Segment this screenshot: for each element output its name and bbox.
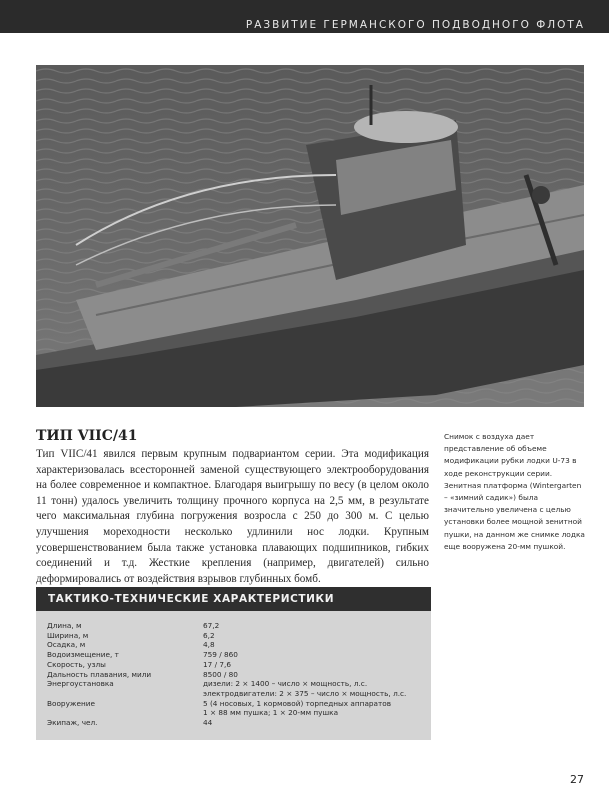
spec-row (47, 699, 406, 718)
spec-value (203, 670, 406, 680)
spec-name: Ширина, м (47, 630, 89, 640)
spec-value-line: 5 (4 носовых, 1 кормовой) торпедных аппаратов (203, 698, 392, 708)
spec-value-line: 4,8 (203, 640, 215, 650)
spec-value (203, 650, 406, 660)
spec-row (47, 660, 406, 670)
spec-value-line: дизели: 2 × 1400 – число × мощность, л.с. (203, 679, 368, 689)
spec-row (47, 670, 406, 680)
spec-value-line: электродвигатели: 2 × 375 – число × мощность, л.с. (203, 688, 407, 698)
spec-name: Энергоустановка (47, 679, 114, 689)
running-title: РАЗВИТИЕ ГЕРМАНСКОГО ПОДВОДНОГО ФЛОТА (245, 19, 585, 31)
section-title: ТИП VIIC/41 (36, 428, 138, 444)
spec-value (203, 699, 406, 718)
spec-value (203, 679, 406, 698)
spec-name: Дальность плавания, мили (47, 669, 152, 679)
spec-value-line: 6,2 (203, 630, 215, 640)
spec-value (203, 631, 406, 641)
spec-value (203, 640, 406, 650)
spec-row (47, 631, 406, 641)
spec-name: Осадка, м (47, 640, 86, 650)
submarine-illustration (36, 65, 584, 407)
spec-value (203, 660, 406, 670)
specs-table (47, 621, 406, 728)
specs-panel (36, 587, 431, 740)
spec-value-line: 1 × 88 мм пушка; 1 × 20-мм пушка (203, 708, 339, 718)
spec-row (47, 621, 406, 631)
spec-row (47, 650, 406, 660)
spec-name: Вооружение (47, 698, 95, 708)
spec-value-line: 17 / 7,6 (203, 659, 231, 669)
spec-name: Водоизмещение, т (47, 650, 119, 660)
body-paragraph: Тип VIIC/41 явился первым крупным подвариантом серии. Эта модификация характеризовалась всесторонней заменой существующего электрооборудования на более современное и компактное. Благодаря выигрышу по весу (в целом около 11 тонн) удалось увеличить толщину прочного корпуса на 2,5 мм, в результате чего максимальная глубина погружения возросла с 250 до 300 м. С целью улучшения мореходности несколько удлинили нос лодки. Крупным усовершенствованием была также установка плавающих подшипников, гибких соединений и т.д. Жесткие крепления (например, двигателей) сильно деформировались от воздействия взрывов глубинных бомб. (36, 448, 429, 585)
spec-row (47, 679, 406, 698)
spec-name: Экипаж, чел. (47, 718, 98, 728)
spec-row (47, 718, 406, 728)
spec-row (47, 640, 406, 650)
spec-value-line: 67,2 (203, 621, 220, 630)
spec-value-line: 44 (203, 718, 213, 728)
spec-value (203, 621, 406, 631)
photo-caption: Снимок с воздуха дает представление об объеме модификации рубки лодки U-73 в ходе реконструкции серии. Зенитная платформа (Wintergarten – «зимний садик») была значительно увеличена с целью установки более мощной зенитной пушки, на данном же снимке лодка еще вооружена 20-мм пушкой. (444, 432, 585, 551)
page-number: 27 (570, 773, 584, 786)
running-head (0, 0, 609, 33)
specs-title: ТАКТИКО-ТЕХНИЧЕСКИЕ ХАРАКТЕРИСТИКИ (36, 587, 431, 611)
spec-value-line: 759 / 860 (203, 650, 238, 660)
submarine-photo (36, 65, 584, 407)
spec-value (203, 718, 406, 728)
spec-name: Длина, м (47, 621, 82, 630)
spec-name: Скорость, узлы (47, 659, 106, 669)
spec-value-line: 8500 / 80 (203, 669, 238, 679)
